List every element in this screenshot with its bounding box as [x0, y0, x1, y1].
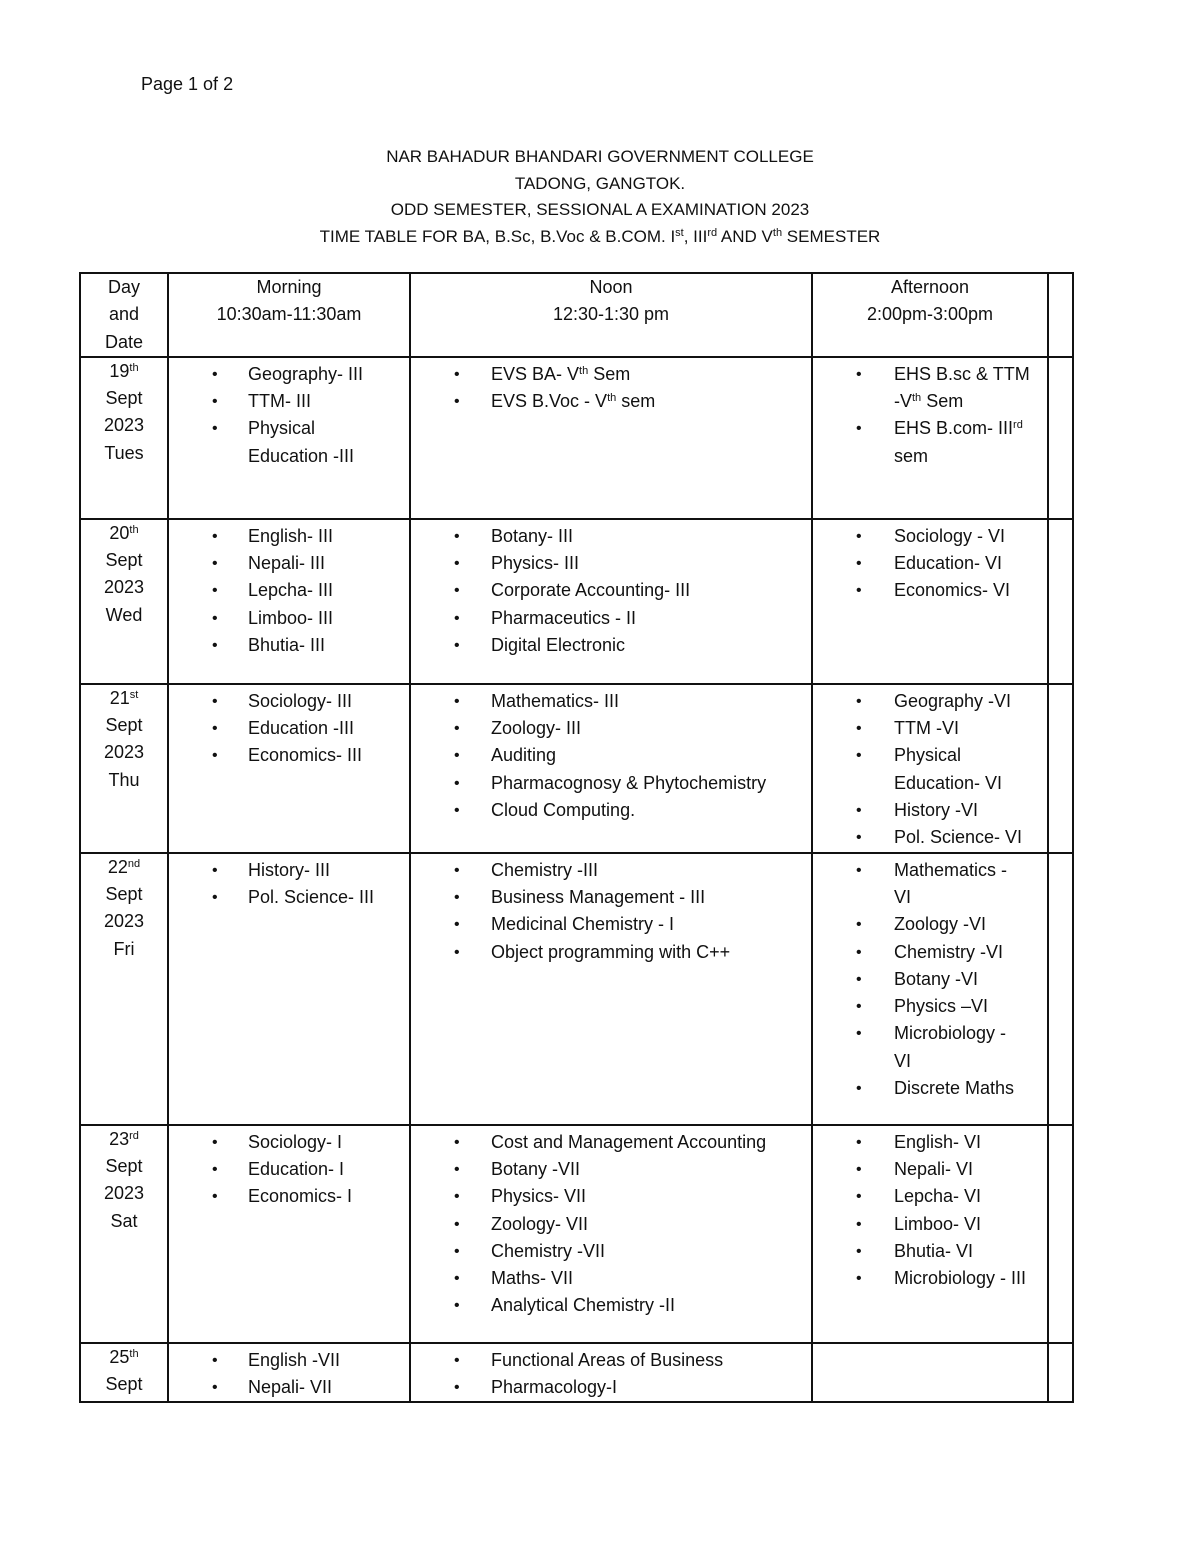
- subject-item: [169, 884, 405, 911]
- empty-column-cell: [1048, 684, 1073, 853]
- subject-text: VI: [894, 886, 912, 907]
- subject-text: • Analytical Chemistry -II: [491, 1295, 676, 1316]
- subject-item: [813, 577, 1043, 604]
- subject-text: • Cloud Computing.: [491, 800, 636, 821]
- afternoon-cell: [812, 357, 1048, 519]
- subject-text: • Functional Areas of Business: [491, 1349, 724, 1370]
- subject-text: • Maths- VII: [491, 1268, 574, 1289]
- subject-item: [813, 1075, 1043, 1102]
- subject-text: • History -VI: [894, 800, 979, 821]
- subject-text: • Auditing: [491, 745, 557, 766]
- noon-cell: [410, 1125, 812, 1343]
- subject-text: Education- VI: [894, 772, 1003, 793]
- table-row: [80, 684, 1073, 853]
- day-date-cell: 19th Sept 2023 Tues: [80, 357, 168, 519]
- subject-item: [411, 715, 807, 742]
- day-date-cell: 22nd Sept 2023 Fri: [80, 853, 168, 1125]
- day-date-cell: 21st Sept 2023 Thu: [80, 684, 168, 853]
- subject-text: • Limboo- III: [248, 607, 334, 628]
- subject-item: [411, 1183, 807, 1210]
- subject-text: • EHS B.sc & TTM: [894, 363, 1030, 384]
- subject-text: • Bhutia- VI: [894, 1240, 974, 1261]
- subject-item: [813, 715, 1043, 742]
- afternoon-cell: [812, 684, 1048, 853]
- college-location: TADONG, GANGTOK.: [514, 173, 686, 193]
- subject-item: [813, 361, 1043, 416]
- table-row: [80, 357, 1073, 519]
- subject-text: • English- VI: [894, 1131, 982, 1152]
- subject-text: • Chemistry -VII: [491, 1240, 606, 1261]
- afternoon-subject-list: [813, 1126, 1047, 1293]
- subject-text: • Physics- VII: [491, 1186, 587, 1207]
- morning-subject-list: [169, 1126, 409, 1211]
- subject-text: • Digital Electronic: [491, 635, 626, 656]
- subject-text: • Education- VI: [894, 553, 1003, 574]
- morning-subject-list: [169, 685, 409, 770]
- subject-item: [411, 742, 807, 769]
- subject-item: [411, 388, 807, 415]
- subject-text: • Lepcha- III: [248, 580, 334, 601]
- noon-subject-list: [411, 520, 811, 659]
- subject-item: [411, 1265, 807, 1292]
- subject-item: [411, 550, 807, 577]
- table-row: [80, 853, 1073, 1125]
- subject-item: [411, 770, 807, 797]
- subject-text: • Microbiology -: [894, 1023, 1007, 1044]
- subject-text: • Pol. Science- VI: [894, 827, 1023, 848]
- subject-text: • Physical: [248, 418, 316, 439]
- subject-text: • Discrete Maths: [894, 1078, 1015, 1099]
- subject-text: • Education- I: [248, 1158, 345, 1179]
- subject-item: [411, 911, 807, 938]
- subject-item: [813, 797, 1043, 824]
- subject-text: • History- III: [248, 859, 331, 880]
- afternoon-subject-list: [813, 520, 1047, 605]
- college-name: NAR BAHADUR BHANDARI GOVERNMENT COLLEGE: [386, 147, 814, 166]
- subject-item: [169, 361, 405, 388]
- subject-text: • Physical: [894, 745, 962, 766]
- subject-item: [169, 688, 405, 715]
- subject-text: • Zoology -VI: [894, 914, 987, 935]
- subject-item: [813, 993, 1043, 1020]
- morning-subject-list: [169, 854, 409, 912]
- morning-cell: [168, 1343, 410, 1403]
- subject-text: • Microbiology - III: [894, 1268, 1027, 1289]
- subject-text: • Nepali- VI: [894, 1158, 974, 1179]
- subject-text: • TTM -VI: [894, 718, 959, 739]
- subject-text: • Physics –VI: [894, 996, 989, 1017]
- subject-item: [813, 415, 1043, 470]
- subject-text: • Chemistry -VI: [894, 941, 1004, 962]
- page-number: Page 1 of 2: [141, 74, 234, 94]
- subject-item: [169, 577, 405, 604]
- subject-text: • Economics- VI: [894, 580, 1011, 601]
- subject-item: [813, 1211, 1043, 1238]
- subject-item: [813, 523, 1043, 550]
- subject-text: • Mathematics- III: [491, 690, 620, 711]
- empty-column-cell: [1048, 853, 1073, 1125]
- subject-text: • EVS BA- Vth Sem: [491, 363, 631, 384]
- subject-text: • Sociology- I: [248, 1131, 343, 1152]
- subject-item: [411, 577, 807, 604]
- afternoon-cell: [812, 1343, 1048, 1403]
- subject-text: • Bhutia- III: [248, 635, 326, 656]
- subject-text: • Sociology - VI: [894, 525, 1006, 546]
- subject-item: [411, 632, 807, 659]
- noon-cell: [410, 684, 812, 853]
- subject-item: [813, 966, 1043, 993]
- subject-text: • Sociology- III: [248, 690, 353, 711]
- subject-text: • Cost and Management Accounting: [491, 1131, 767, 1152]
- subject-item: [813, 1238, 1043, 1265]
- subject-item: [169, 1347, 405, 1374]
- subject-text: Education -III: [248, 445, 355, 466]
- morning-cell: [168, 853, 410, 1125]
- subject-item: [411, 1374, 807, 1401]
- subject-item: [411, 361, 807, 388]
- morning-cell: [168, 684, 410, 853]
- subject-text: • Education -III: [248, 718, 355, 739]
- subject-item: [411, 523, 807, 550]
- subject-text: • Pharmacology-I: [491, 1376, 618, 1397]
- subject-text: • Pharmacognosy & Phytochemistry: [491, 772, 767, 793]
- subject-item: [169, 1156, 405, 1183]
- table-row: [80, 1343, 1073, 1403]
- header-day-date: Day and Date: [80, 273, 168, 357]
- subject-item: [411, 1129, 807, 1156]
- header-morning: Morning 10:30am-11:30am: [168, 273, 410, 357]
- subject-item: [411, 1211, 807, 1238]
- morning-cell: [168, 1125, 410, 1343]
- morning-cell: [168, 357, 410, 519]
- subject-item: [411, 939, 807, 966]
- exam-title: ODD SEMESTER, SESSIONAL A EXAMINATION 2023: [390, 200, 810, 219]
- noon-cell: [410, 853, 812, 1125]
- subject-item: [411, 1156, 807, 1183]
- noon-subject-list: [411, 854, 811, 966]
- empty-column-cell: [1048, 273, 1073, 357]
- subject-text: • Botany- III: [491, 525, 574, 546]
- subject-text: • Lepcha- VI: [894, 1186, 982, 1207]
- subject-item: [169, 742, 405, 769]
- subject-text: • Nepali- III: [248, 553, 326, 574]
- subject-text: • Medicinal Chemistry - I: [491, 914, 675, 935]
- table-row: [80, 1125, 1073, 1343]
- document-heading: [0, 144, 1200, 250]
- subject-text: • Botany -VII: [491, 1158, 581, 1179]
- subject-text: • Chemistry -III: [491, 859, 599, 880]
- subject-item: [169, 388, 405, 415]
- afternoon-cell: [812, 519, 1048, 684]
- subject-text: • English -VII: [248, 1349, 341, 1370]
- subject-text: -Vth Sem: [894, 391, 964, 412]
- empty-column-cell: [1048, 357, 1073, 519]
- noon-cell: [410, 357, 812, 519]
- subject-item: [169, 632, 405, 659]
- header-noon: Noon 12:30-1:30 pm: [410, 273, 812, 357]
- afternoon-subject-list: [813, 358, 1047, 470]
- subject-text: • English- III: [248, 525, 334, 546]
- empty-column-cell: [1048, 1125, 1073, 1343]
- subject-text: • Economics- I: [248, 1186, 353, 1207]
- subject-item: [411, 797, 807, 824]
- afternoon-cell: [812, 1125, 1048, 1343]
- subject-item: [411, 1292, 807, 1319]
- noon-subject-list: [411, 358, 811, 416]
- subject-item: [411, 688, 807, 715]
- subject-item: [169, 1129, 405, 1156]
- table-row: [80, 519, 1073, 684]
- subject-text: • EVS B.Voc - Vth sem: [491, 391, 656, 412]
- subject-text: • Mathematics -: [894, 859, 1008, 880]
- subject-text: • Business Management - III: [491, 886, 706, 907]
- subject-item: [813, 688, 1043, 715]
- subject-item: [813, 1156, 1043, 1183]
- subject-text: • Geography -VI: [894, 690, 1012, 711]
- morning-subject-list: [169, 358, 409, 470]
- subject-item: [813, 939, 1043, 966]
- subject-text: • Pharmaceutics - II: [491, 607, 637, 628]
- morning-subject-list: [169, 1344, 409, 1402]
- subject-text: • Nepali- VII: [248, 1376, 333, 1397]
- subject-item: [411, 1347, 807, 1374]
- subject-text: VI: [894, 1050, 912, 1071]
- subject-text: • Corporate Accounting- III: [491, 580, 691, 601]
- subject-item: [169, 550, 405, 577]
- subject-text: • Economics- III: [248, 745, 363, 766]
- subject-text: • Geography- III: [248, 363, 364, 384]
- subject-item: [169, 415, 405, 470]
- subject-item: [169, 857, 405, 884]
- subject-item: [411, 857, 807, 884]
- afternoon-subject-list: [813, 685, 1047, 852]
- subject-item: [169, 1183, 405, 1210]
- subject-item: [169, 523, 405, 550]
- subject-text: • Object programming with C++: [491, 941, 731, 962]
- header-afternoon: Afternoon 2:00pm-3:00pm: [812, 273, 1048, 357]
- morning-subject-list: [169, 520, 409, 659]
- afternoon-subject-list: [813, 854, 1047, 1103]
- timetable: [79, 272, 1074, 1403]
- subject-item: [813, 1183, 1043, 1210]
- noon-subject-list: [411, 1126, 811, 1320]
- subject-item: [813, 550, 1043, 577]
- day-date-cell: 20th Sept 2023 Wed: [80, 519, 168, 684]
- subject-item: [813, 857, 1043, 912]
- subject-item: [813, 1265, 1043, 1292]
- subject-item: [813, 742, 1043, 797]
- subject-item: [813, 1129, 1043, 1156]
- noon-cell: [410, 519, 812, 684]
- empty-column-cell: [1048, 1343, 1073, 1403]
- timetable-subtitle: TIME TABLE FOR BA, B.Sc, B.Voc & B.COM. Ist, IIIrd AND Vth SEMESTER: [319, 226, 881, 246]
- morning-cell: [168, 519, 410, 684]
- subject-text: • Zoology- III: [491, 718, 582, 739]
- subject-text: sem: [894, 445, 929, 466]
- subject-item: [813, 911, 1043, 938]
- noon-cell: [410, 1343, 812, 1403]
- afternoon-cell: [812, 853, 1048, 1125]
- noon-subject-list: [411, 685, 811, 824]
- subject-text: • Pol. Science- III: [248, 886, 375, 907]
- subject-text: • TTM- III: [248, 391, 311, 412]
- day-date-cell: 25th Sept: [80, 1343, 168, 1403]
- subject-item: [411, 1238, 807, 1265]
- subject-item: [169, 1374, 405, 1401]
- subject-item: [169, 605, 405, 632]
- subject-item: [813, 1020, 1043, 1075]
- empty-column-cell: [1048, 519, 1073, 684]
- subject-text: • EHS B.com- IIIrd: [894, 418, 1023, 439]
- subject-item: [411, 605, 807, 632]
- subject-item: [169, 715, 405, 742]
- subject-item: [411, 884, 807, 911]
- subject-item: [813, 824, 1043, 851]
- noon-subject-list: [411, 1344, 811, 1402]
- subject-text: • Botany -VI: [894, 968, 979, 989]
- day-date-cell: 23rd Sept 2023 Sat: [80, 1125, 168, 1343]
- subject-text: • Zoology- VII: [491, 1213, 589, 1234]
- subject-text: • Physics- III: [491, 553, 580, 574]
- header-row: [80, 273, 1073, 357]
- subject-text: • Limboo- VI: [894, 1213, 982, 1234]
